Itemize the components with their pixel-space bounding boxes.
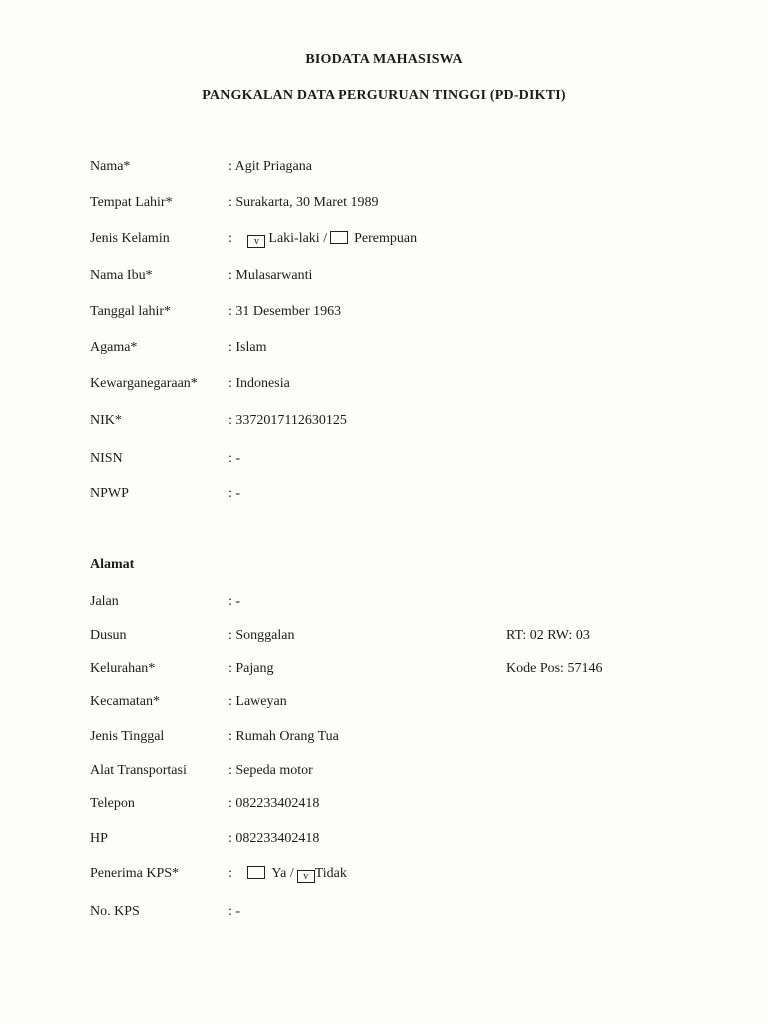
field-alat-transportasi bbox=[0, 763, 768, 783]
field-penerima-kps bbox=[0, 866, 768, 886]
field-kecamatan bbox=[0, 694, 768, 714]
field-agama bbox=[0, 340, 768, 360]
field-jalan bbox=[0, 594, 768, 614]
male-checkbox[interactable]: v bbox=[247, 235, 265, 248]
field-dusun bbox=[0, 628, 768, 648]
field-value: : Indonesia bbox=[228, 376, 290, 391]
kps-ya-checkbox[interactable] bbox=[247, 866, 265, 879]
field-label: Telepon bbox=[90, 796, 135, 811]
field-label: Nama Ibu* bbox=[90, 268, 153, 283]
field-value: : Agit Priagana bbox=[228, 159, 312, 174]
field-label: Nama* bbox=[90, 159, 131, 174]
field-value: : Songgalan bbox=[228, 628, 295, 643]
field-value: : Sepeda motor bbox=[228, 763, 313, 778]
document-subtitle: PANGKALAN DATA PERGURUAN TINGGI (PD-DIKTI) bbox=[202, 88, 566, 103]
rt-rw-value: RT: 02 RW: 03 bbox=[506, 628, 590, 643]
field-value: : 082233402418 bbox=[228, 831, 320, 846]
female-checkbox[interactable] bbox=[330, 231, 348, 244]
field-kewarganegaraan bbox=[0, 376, 768, 396]
male-label: Laki-laki / bbox=[268, 231, 328, 246]
field-value: : Rumah Orang Tua bbox=[228, 729, 339, 744]
field-value: : 3372017112630125 bbox=[228, 413, 347, 428]
kps-tidak-checkbox[interactable]: v bbox=[297, 870, 315, 883]
field-no-kps bbox=[0, 904, 768, 924]
field-hp bbox=[0, 831, 768, 851]
field-label: Jenis Kelamin bbox=[90, 231, 170, 246]
field-npwp bbox=[0, 486, 768, 506]
field-label: Tempat Lahir* bbox=[90, 195, 173, 210]
field-label: NIK* bbox=[90, 413, 122, 428]
field-kelurahan bbox=[0, 661, 768, 681]
field-label: Tanggal lahir* bbox=[90, 304, 172, 319]
field-label: Jalan bbox=[90, 594, 119, 609]
field-jenis-tinggal bbox=[0, 729, 768, 749]
field-nisn bbox=[0, 451, 768, 471]
field-nama-ibu bbox=[0, 268, 768, 288]
kps-colon: : bbox=[228, 866, 232, 881]
field-value: : Surakarta, 30 Maret 1989 bbox=[228, 195, 379, 210]
field-value: : Islam bbox=[228, 340, 267, 355]
gender-colon: : bbox=[228, 231, 232, 246]
field-label: HP bbox=[90, 831, 108, 846]
field-value: : 31 Desember 1963 bbox=[228, 304, 342, 319]
field-nik bbox=[0, 413, 768, 433]
gender-options bbox=[228, 231, 417, 248]
document-title: BIODATA MAHASISWA bbox=[305, 52, 463, 67]
field-tanggal-lahir bbox=[0, 304, 768, 324]
field-label: NISN bbox=[90, 451, 123, 466]
female-label: Perempuan bbox=[354, 231, 418, 246]
field-label: NPWP bbox=[90, 486, 129, 501]
field-value: : - bbox=[228, 451, 241, 466]
kps-options bbox=[228, 866, 347, 883]
field-value: : - bbox=[228, 486, 241, 501]
field-value: : Mulasarwanti bbox=[228, 268, 313, 283]
kps-ya-label: Ya / bbox=[271, 866, 294, 881]
field-label: No. KPS bbox=[90, 904, 140, 919]
field-value: : Pajang bbox=[228, 661, 274, 676]
field-label: Jenis Tinggal bbox=[90, 729, 165, 744]
field-label: Dusun bbox=[90, 628, 127, 643]
field-label: Agama* bbox=[90, 340, 138, 355]
field-tempat-lahir bbox=[0, 195, 768, 215]
kps-tidak-label: Tidak bbox=[314, 866, 347, 881]
section-heading-alamat: Alamat bbox=[90, 557, 135, 572]
field-telepon bbox=[0, 796, 768, 816]
field-label: Kewarganegaraan* bbox=[90, 376, 198, 391]
field-value: : 082233402418 bbox=[228, 796, 320, 811]
kode-pos-value: Kode Pos: 57146 bbox=[506, 661, 603, 676]
field-jenis-kelamin bbox=[0, 231, 768, 251]
field-label: Penerima KPS* bbox=[90, 866, 180, 881]
field-value: : - bbox=[228, 594, 241, 609]
field-label: Kecamatan* bbox=[90, 694, 160, 709]
field-label: Alat Transportasi bbox=[90, 763, 187, 778]
field-label: Kelurahan* bbox=[90, 661, 156, 676]
field-value: : - bbox=[228, 904, 241, 919]
field-value: : Laweyan bbox=[228, 694, 287, 709]
field-nama bbox=[0, 159, 768, 179]
